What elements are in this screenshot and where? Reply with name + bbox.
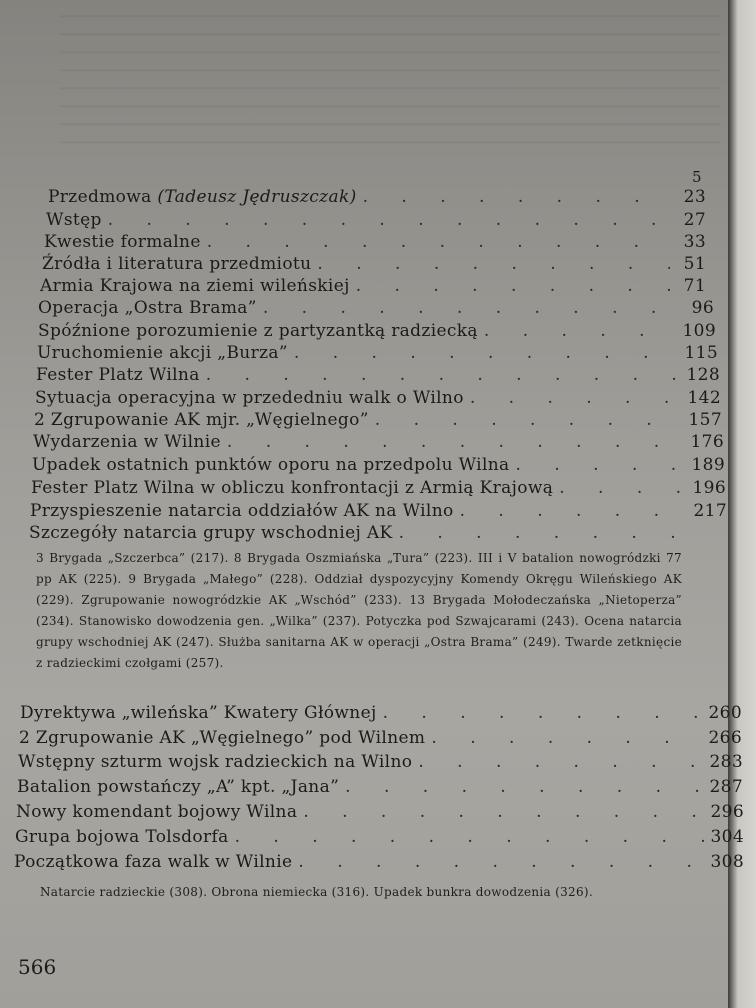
toc-entry-page: 196 (692, 478, 726, 498)
toc-entry-title: Przyspieszenie natarcia oddziałów AK na Wilno (30, 501, 454, 521)
toc-entry-title: Spóźnione porozumienie z partyzantką radziecką (38, 321, 478, 341)
leader-dots (375, 409, 683, 431)
leader-dots (303, 801, 704, 823)
toc-entry-title: Kwestie formalne (44, 232, 201, 252)
toc-entry-page: 71 (683, 276, 706, 296)
toc-entry-page: 308 (710, 852, 744, 872)
leader-dots (559, 477, 686, 499)
toc-entry (17, 776, 743, 798)
leader-dots (235, 826, 705, 848)
toc-entry-title: Sytuacja operacyjna w przededniu walk o Wilno (35, 388, 464, 408)
toc-entry (37, 342, 718, 364)
leader-dots (383, 702, 703, 724)
toc-entry-page: 109 (682, 321, 716, 341)
toc-entry (18, 751, 743, 773)
leader-dots (484, 320, 677, 342)
toc-entry (32, 454, 725, 476)
leader-dots (399, 522, 691, 544)
toc-entry-title: Wstępny szturm wojsk radzieckich na Wilno (18, 752, 413, 772)
toc-entry-title: Uruchomienie akcji „Burza” (37, 343, 288, 363)
leader-dots (227, 431, 685, 453)
leader-dots (356, 275, 670, 297)
leader-dots (345, 776, 703, 798)
leader-dots (363, 186, 670, 208)
toc-entry-title: Armia Krajowa na ziemi wileńskiej (40, 276, 350, 296)
toc-entry (34, 409, 722, 431)
leader-dots (516, 454, 686, 476)
toc-entry-page: 27 (683, 210, 706, 230)
leader-dots (418, 751, 703, 773)
toc-entry (38, 320, 716, 342)
page-number: 566 (18, 955, 57, 979)
toc-entry-title: Batalion powstańczy „A” kpt. „Jana” (17, 777, 340, 797)
toc-entry-title: Szczegóły natarcia grupy wschodniej AK (29, 523, 393, 543)
toc-entry-title: Dyrektywa „wileńska” Kwatery Głównej (20, 703, 377, 723)
toc-entry-title: Przedmowa (Tadeusz Jędruszczak) (48, 187, 357, 207)
toc-entry-page: 266 (708, 728, 742, 748)
toc-entry-page: 217 (693, 501, 727, 521)
toc-entry-author: (Tadeusz Jędruszczak) (157, 187, 357, 207)
page-number-first: 5 (692, 168, 702, 186)
toc-entry-page: 115 (684, 343, 718, 363)
toc-entry (31, 477, 726, 499)
leader-dots (294, 342, 679, 364)
leader-dots (460, 500, 688, 522)
toc-entry-page: 283 (709, 752, 743, 772)
toc-entry (35, 387, 721, 409)
toc-entry-title: Fester Platz Wilna (36, 365, 200, 385)
leader-dots (431, 727, 702, 749)
toc-entry-page: 142 (687, 388, 721, 408)
toc-entry (48, 186, 706, 208)
toc-entry-page: 287 (709, 777, 743, 797)
leader-dots (470, 387, 682, 409)
toc-entry-title: Fester Platz Wilna w obliczu konfrontacji z Armią Krajową (31, 478, 554, 498)
toc-entry-page: 51 (683, 254, 706, 274)
toc-entry-page: 176 (690, 432, 724, 452)
toc-entry-page: 260 (708, 703, 742, 723)
toc-entry (44, 231, 706, 253)
toc-entry-title: Wydarzenia w Wilnie (33, 432, 221, 452)
toc-entry (33, 431, 724, 453)
toc-entry-page: 304 (710, 827, 744, 847)
toc-entry-title: 2 Zgrupowanie AK „Węgielnego” pod Wilnem (19, 728, 426, 748)
toc-entry (19, 727, 742, 749)
toc-entry (29, 522, 727, 544)
toc-entry-page: 189 (691, 455, 725, 475)
toc-entry (30, 500, 727, 522)
toc-entry-title: Początkowa faza walk w Wilnie (14, 852, 293, 872)
toc-entry (16, 801, 744, 823)
leader-dots (317, 253, 670, 275)
toc-entry-title: Upadek ostatnich punktów oporu na przedpolu Wilna (32, 455, 510, 475)
toc-entry (36, 364, 720, 386)
toc-entry-page: 296 (710, 802, 744, 822)
toc-entry (14, 851, 744, 873)
toc-entry-title: Źródła i literatura przedmiotu (42, 254, 312, 274)
toc-entry-page: 128 (686, 365, 720, 385)
toc-entry-title: Nowy komendant bojowy Wilna (16, 802, 298, 822)
toc-entry-title: Operacja „Ostra Brama” (38, 298, 257, 318)
subsection-list: 3 Brygada „Szczerbca” (217). 8 Brygada Oszmiańska „Tura” (223). III i V batalion nowogródzki 77 pp AK (225). 9 Brygada „Małego” (228). Oddział dyspozycyjny Komendy Okręgu Wileńskiego AK (229). Zgrupowanie nowogródzkie AK „Wschód” (233). 13 Brygada Mołodeczańska „Nietoperza” (234). Stanowisko dowodzenia gen. „Wilka” (237). Potyczka pod Szwajcarami (243). Ocena natarcia grupy wschodniej AK (247). Służba sanitarna AK w operacji „Ostra Brama” (249). Twarde zetknięcie z radzieckimi czołgami (257). (36, 551, 682, 670)
leader-dots (298, 851, 704, 873)
toc-entry (15, 826, 744, 848)
subsection-list: Natarcie radzieckie (308). Obrona niemiecka (316). Upadek bunkra dowodzenia (326). (40, 885, 593, 899)
toc-entry-page: 157 (688, 410, 722, 430)
toc-entry (46, 209, 706, 231)
toc-entry (42, 253, 706, 275)
leader-dots (206, 364, 681, 386)
toc-entry-title: Wstęp (46, 210, 102, 230)
toc-entry-page: 33 (683, 232, 706, 252)
toc-entry-title: 2 Zgrupowanie AK mjr. „Węgielnego” (34, 410, 369, 430)
toc-entry (20, 702, 742, 724)
leader-dots (108, 209, 670, 231)
leader-dots (207, 231, 670, 253)
toc-entry-page: 23 (683, 187, 706, 207)
toc-entry-page: 96 (691, 298, 714, 318)
leader-dots (263, 297, 678, 319)
toc-entry (40, 275, 706, 297)
toc-entry-title: Grupa bojowa Tolsdorfa (15, 827, 229, 847)
toc-entry (38, 297, 714, 319)
